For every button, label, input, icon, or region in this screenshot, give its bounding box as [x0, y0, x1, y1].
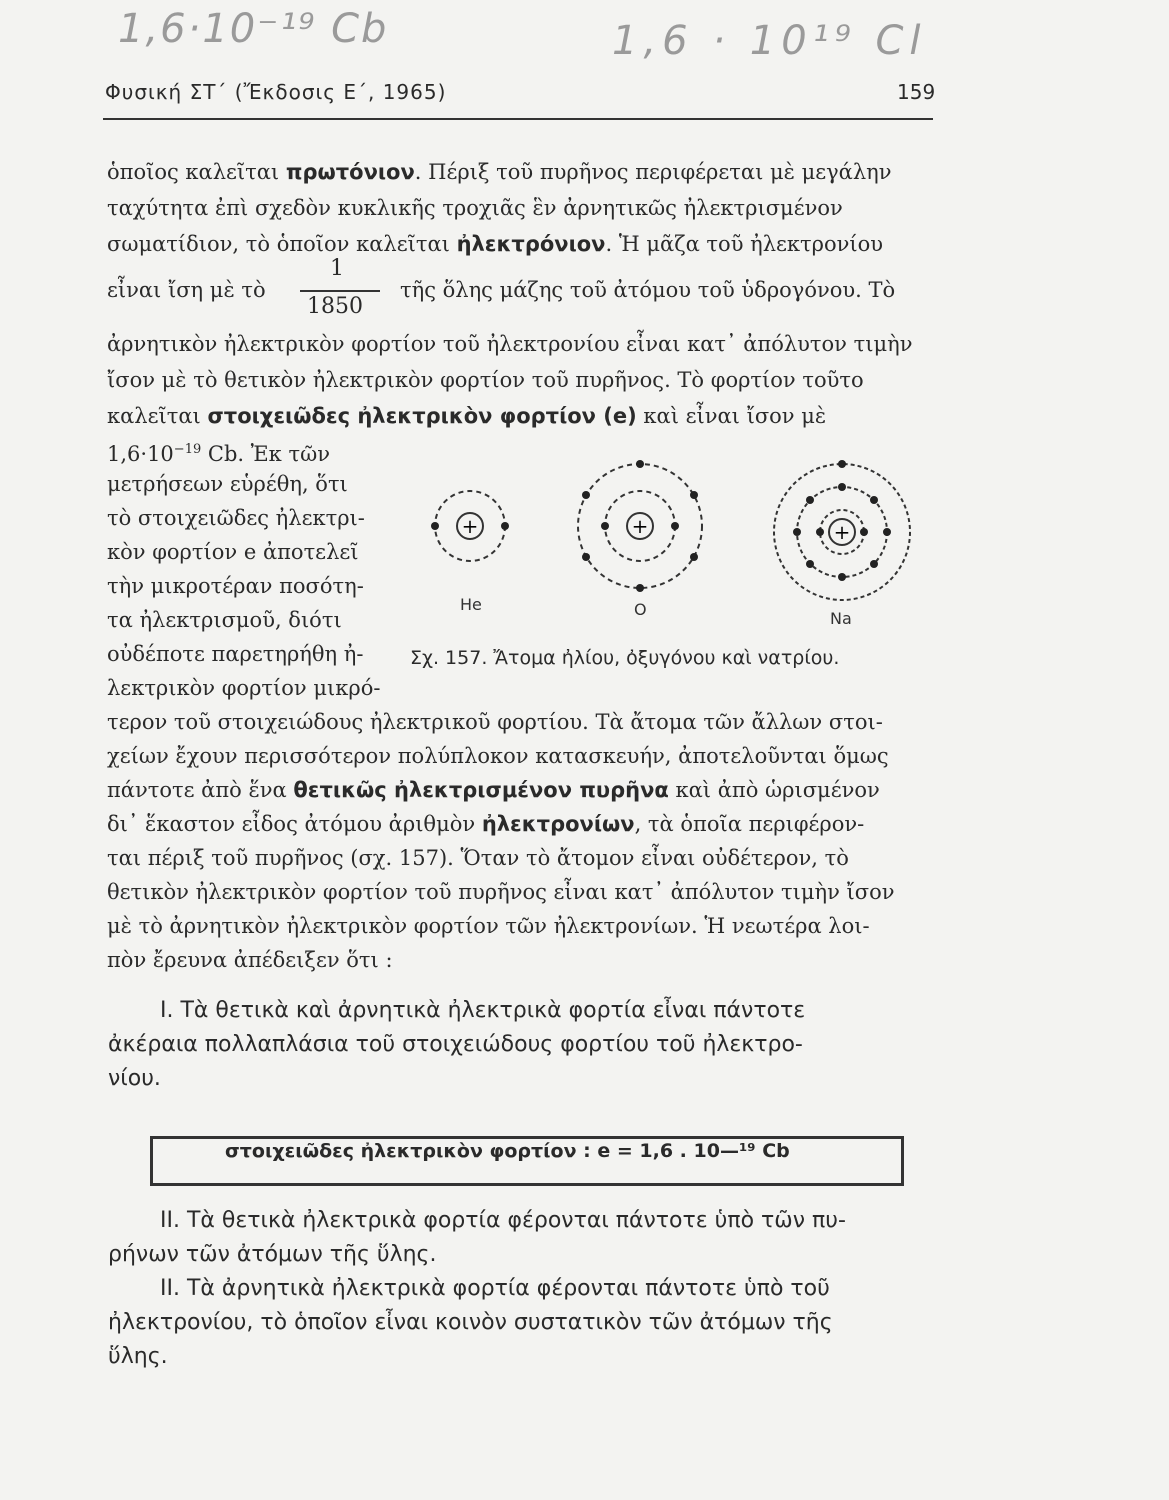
rule-2-line: ρήνων τῶν ἀτόμων τῆς ὕλης.	[108, 1242, 437, 1267]
sodium-atom	[774, 460, 910, 628]
text-line: σωματίδιον, τὸ ὁποῖον καλεῖται ἠλεκτρόνιον. Ἡ μᾶζα τοῦ ἠλεκτρονίου	[107, 232, 884, 256]
nucleus-symbol: +	[631, 514, 649, 538]
rule-3-line: ἠλεκτρονίου, τὸ ὁποῖον εἶναι κοινὸν συστατικὸν τῶν ἀτόμων τῆς	[108, 1310, 833, 1335]
running-header: Φυσική ΣΤ΄ (Ἔκδοσις Ε΄, 1965)	[105, 80, 447, 104]
header-rule	[103, 118, 933, 120]
handwritten-note-right: 1,6 · 10¹⁹ Cl	[612, 18, 927, 64]
fraction-numerator: 1	[330, 256, 344, 281]
text-line: τερον τοῦ στοιχειώδους ἠλεκτρικοῦ φορτίου. Τὰ ἄτομα τῶν ἄλλων στοι-	[107, 710, 883, 734]
fraction-bar	[300, 290, 380, 292]
text-line: τα ἠλεκτρισμοῦ, διότι	[107, 608, 342, 632]
atom-label-o: O	[634, 600, 647, 619]
rule-2-line: II. Τὰ θετικὰ ἠλεκτρικὰ φορτία φέρονται πάντοτε ὑπὸ τῶν πυ-	[160, 1208, 846, 1233]
figure-caption: Σχ. 157. Ἄτομα ἠλίου, ὀξυγόνου καὶ νατρίου.	[410, 647, 840, 669]
text-line: πὸν ἔρευνα ἀπέδειξεν ὅτι :	[107, 948, 393, 972]
text-line: ταχύτητα ἐπὶ σχεδὸν κυκλικῆς τροχιᾶς ἓν ἀρνητικῶς ἠλεκτρισμένον	[107, 196, 843, 220]
text-line: λεκτρικὸν φορτίον μικρό-	[107, 676, 381, 700]
helium-atom	[431, 491, 509, 614]
oxygen-atom	[578, 460, 702, 619]
text-line: πάντοτε ἀπὸ ἕνα θετικῶς ἠλεκτρισμένον πυρῆνα καὶ ἀπὸ ὡρισμένον	[107, 778, 880, 802]
text-line: ὁποῖος καλεῖται πρωτόνιον. Πέριξ τοῦ πυρῆνος περιφέρεται μὲ μεγάλην	[107, 160, 892, 184]
nucleus-symbol: +	[833, 520, 851, 544]
atom-label-na: Na	[830, 609, 852, 628]
handwritten-note-left: 1,6·10⁻¹⁹ Cb	[118, 6, 389, 52]
elementary-charge-formula: στοιχειῶδες ἠλεκτρικὸν φορτίον : e = 1,6 . 10—¹⁹ Cb	[225, 1140, 790, 1162]
text-line: μὲ τὸ ἀρνητικὸν ἠλεκτρικὸν φορτίον τῶν ἠλεκτρονίων. Ἡ νεωτέρα λοι-	[107, 914, 870, 938]
text-line: μετρήσεων εὑρέθη, ὅτι	[107, 472, 348, 496]
text-line: τῆς ὅλης μάζης τοῦ ἀτόμου τοῦ ὑδρογόνου. Τὸ	[400, 278, 896, 302]
atom-label-he: He	[460, 595, 482, 614]
rule-1-line: νίου.	[108, 1066, 161, 1091]
text-line: ἴσον μὲ τὸ θετικὸν ἠλεκτρικὸν φορτίον τοῦ πυρῆνος. Τὸ φορτίον τοῦτο	[107, 368, 864, 392]
text-line: οὐδέποτε παρετηρήθη ἠ-	[107, 642, 364, 666]
text-line: ται πέριξ τοῦ πυρῆνος (σχ. 157). Ὅταν τὸ ἄτομον εἶναι οὐδέτερον, τὸ	[107, 846, 849, 870]
rule-1-line: ἀκέραια πολλαπλάσια τοῦ στοιχειώδους φορτίου τοῦ ἠλεκτρο-	[108, 1032, 803, 1057]
text-line: δι᾽ ἕκαστον εἶδος ἀτόμου ἀριθμὸν ἠλεκτρονίων, τὰ ὁποῖα περιφέρον-	[107, 812, 865, 836]
atom-figure	[410, 460, 940, 640]
fraction-denominator: 1850	[307, 294, 363, 319]
text-line: καλεῖται στοιχειῶδες ἠλεκτρικὸν φορτίον (e) καὶ εἶναι ἴσον μὲ	[107, 404, 827, 428]
text-line: τὸ στοιχειῶδες ἠλεκτρι-	[107, 506, 365, 530]
text-line: εἶναι ἴση μὲ τὸ	[107, 278, 266, 302]
text-line: ἀρνητικὸν ἠλεκτρικὸν φορτίον τοῦ ἠλεκτρονίου εἶναι κατ᾽ ἀπόλυτον τιμὴν	[107, 332, 913, 356]
text-line: κὸν φορτίον e ἀποτελεῖ	[107, 540, 359, 564]
rule-1-line: I. Τὰ θετικὰ καὶ ἀρνητικὰ ἠλεκτρικὰ φορτία εἶναι πάντοτε	[160, 998, 806, 1023]
text-line: τὴν μικροτέραν ποσότη-	[107, 574, 364, 598]
text-line: θετικὸν ἠλεκτρικὸν φορτίον τοῦ πυρῆνος εἶναι κατ᾽ ἀπόλυτον τιμὴν ἴσον	[107, 880, 895, 904]
page-number: 159	[897, 80, 936, 104]
rule-3-line: ὕλης.	[108, 1344, 168, 1369]
text-line: χείων ἔχουν περισσότερον πολύπλοκον κατασκευήν, ἀποτελοῦνται ὅμως	[107, 744, 889, 768]
nucleus-symbol: +	[461, 514, 479, 538]
rule-3-line: II. Τὰ ἀρνητικὰ ἠλεκτρικὰ φορτία φέρονται πάντοτε ὑπὸ τοῦ	[160, 1276, 830, 1301]
text-line: $1,6\cdot 10^{-19}$ Cb. Ἐκ τῶν	[107, 442, 330, 466]
